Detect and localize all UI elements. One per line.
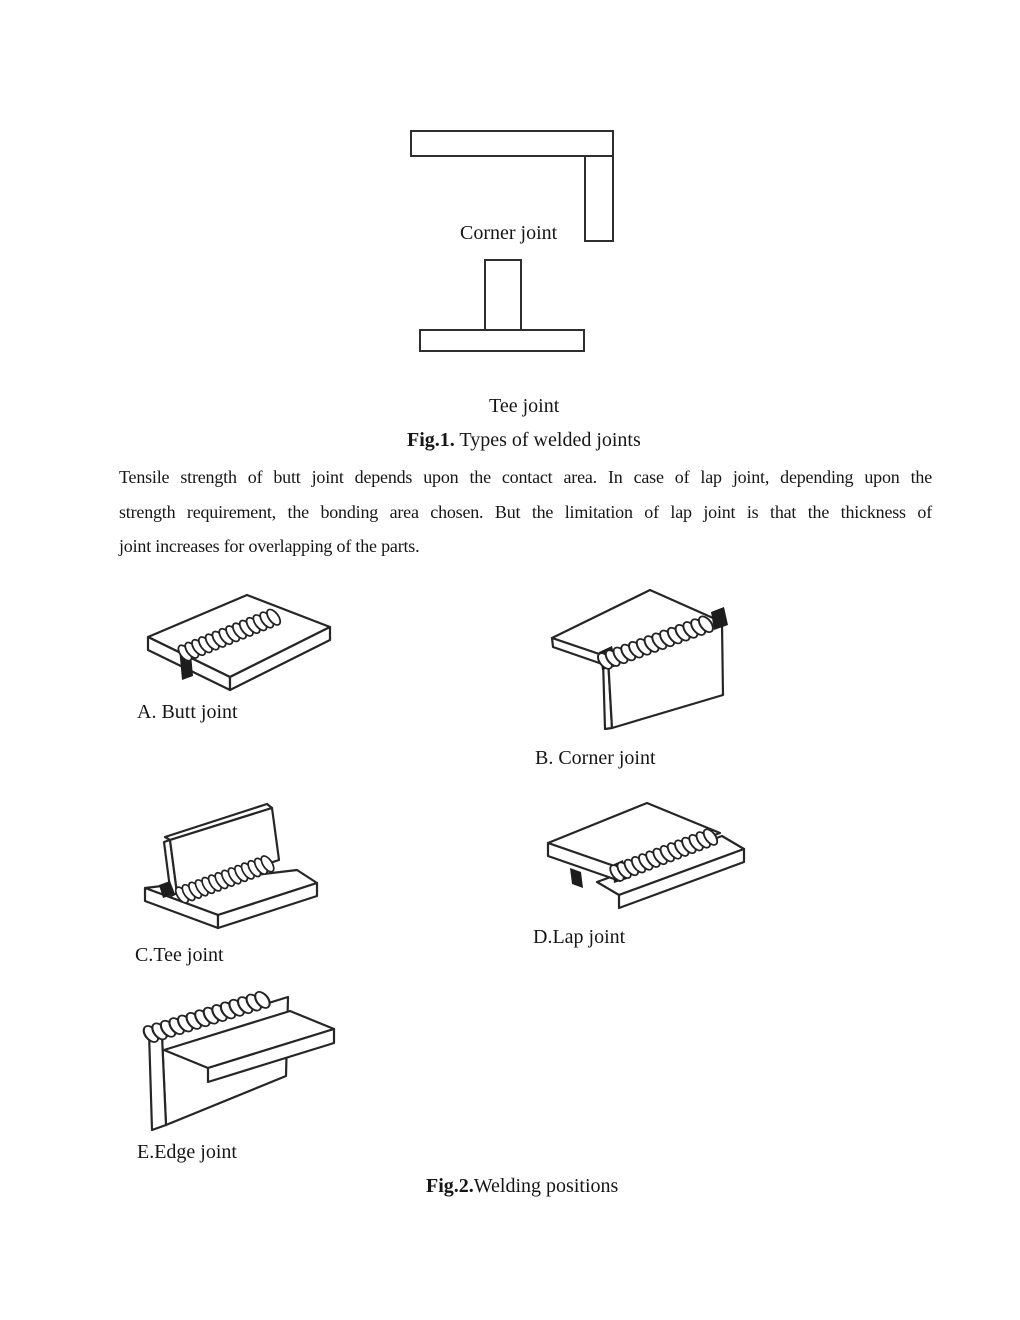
butt-joint-illustration xyxy=(143,588,338,693)
paragraph-line: joint increases for overlapping of the parts. xyxy=(119,536,420,557)
figure2-caption-text: Welding positions xyxy=(473,1175,619,1197)
fig1-corner-joint-label: Corner joint xyxy=(460,222,558,244)
tee-joint-label: C.Tee joint xyxy=(135,944,224,966)
edge-joint-label: E.Edge joint xyxy=(137,1141,237,1163)
butt-joint-label: A. Butt joint xyxy=(137,701,238,723)
fig1-tee-horizontal-plate xyxy=(419,329,585,352)
weld-shadow xyxy=(570,868,583,888)
paragraph-line: strength requirement, the bonding area chosen. But the limitation of lap joint is that the thickness of xyxy=(119,501,932,522)
fig1-corner-vertical-plate xyxy=(584,155,614,242)
figure2-caption xyxy=(426,1175,618,1198)
corner-joint-illustration xyxy=(542,586,747,736)
paragraph-line: Tensile strength of butt joint depends upon the contact area. In case of lap joint, depending upon the xyxy=(119,467,932,487)
lap-joint-illustration xyxy=(542,792,752,912)
body-paragraph xyxy=(119,460,932,564)
corner-joint-label: B. Corner joint xyxy=(535,747,656,769)
edge-joint-illustration xyxy=(138,988,338,1138)
lap-joint-label: D.Lap joint xyxy=(533,926,626,948)
figure1-caption xyxy=(407,429,641,452)
fig1-tee-joint-label: Tee joint xyxy=(489,395,560,417)
figure1-caption-text: Types of welded joints xyxy=(454,429,641,451)
fig1-tee-vertical-plate xyxy=(484,259,522,332)
fig1-corner-horizontal-plate xyxy=(410,130,614,157)
tee-joint-illustration xyxy=(133,797,323,937)
figure2-caption-number: Fig.2. xyxy=(426,1175,474,1197)
figure1-caption-number: Fig.1. xyxy=(407,429,455,451)
